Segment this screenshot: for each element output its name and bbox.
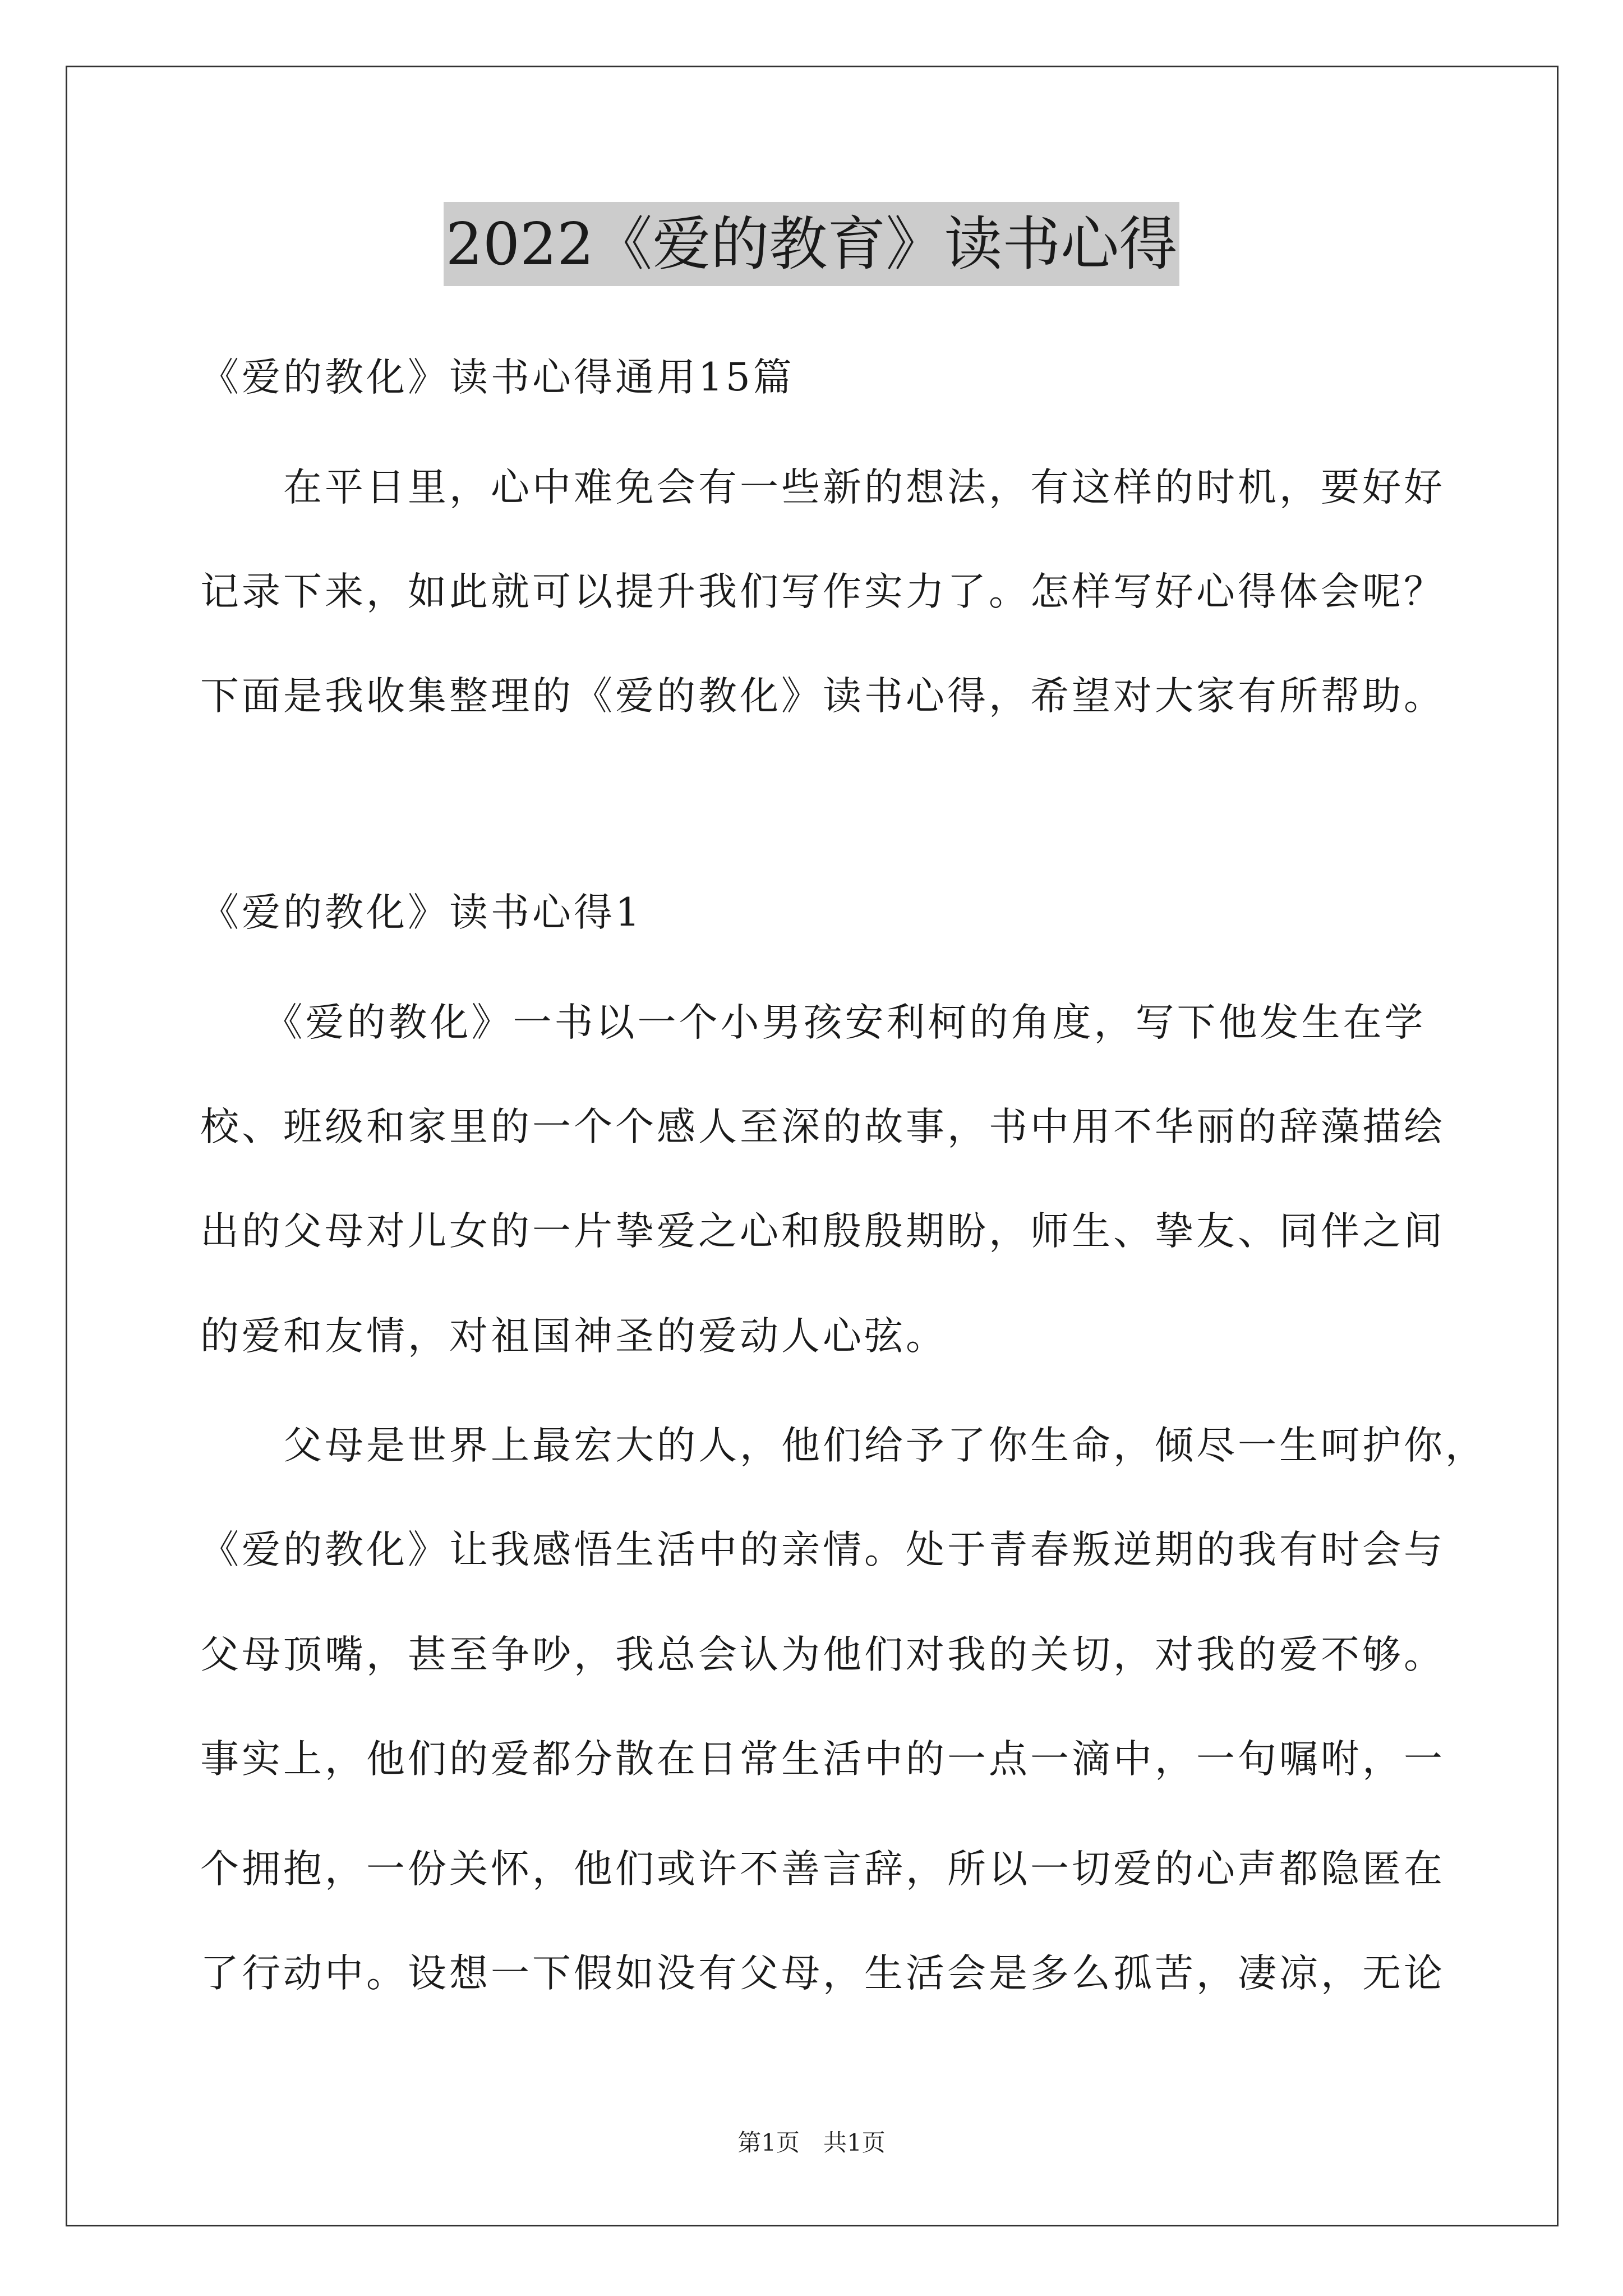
subtitle-line: 《爱的教化》读书心得通用15篇 [200,355,795,400]
paragraph-line: 下面是我收集整理的《爱的教化》读书心得，希望对大家有所帮助。 [200,674,1445,719]
paragraph-line: 了行动中。设想一下假如没有父母，生活会是多么孤苦，凄凉，无论 [200,1951,1445,1996]
paragraph-line: 出的父母对儿女的一片挚爱之心和殷殷期盼，师生、挚友、同伴之间 [200,1209,1445,1254]
document-title: 2022《爱的教育》读书心得 [444,202,1180,286]
section-heading: 《爱的教化》读书心得1 [200,890,643,935]
paragraph-line: 父母是世界上最宏大的人，他们给予了你生命，倾尽一生呵护你， [200,1423,1487,1468]
paragraph-line: 《爱的教化》让我感悟生活中的亲情。处于青春叛逆期的我有时会与 [200,1527,1445,1572]
paragraph-line: 父母顶嘴，甚至争吵，我总会认为他们对我的关切，对我的爱不够。 [200,1632,1445,1677]
title-container [0,202,1623,286]
paragraph-line: 记录下来，如此就可以提升我们写作实力了。怎样写好心得体会呢？ [200,569,1445,614]
paragraph-line: 的爱和友情，对祖国神圣的爱动人心弦。 [200,1314,947,1359]
page-footer: 第1页 共1页 [737,2129,886,2156]
paragraph-line: 在平日里，心中难免会有一些新的想法，有这样的时机，要好好 [200,465,1445,510]
paragraph-line: 校、班级和家里的一个个感人至深的故事，书中用不华丽的辞藻描绘 [200,1105,1445,1149]
paragraph-line: 事实上，他们的爱都分散在日常生活中的一点一滴中，一句嘱咐，一 [200,1737,1445,1782]
paragraph-line: 《爱的教化》一书以一个小男孩安利柯的角度，写下他发生在学 [200,1000,1426,1045]
paragraph-line: 个拥抱，一份关怀，他们或许不善言辞，所以一切爱的心声都隐匿在 [200,1847,1445,1892]
